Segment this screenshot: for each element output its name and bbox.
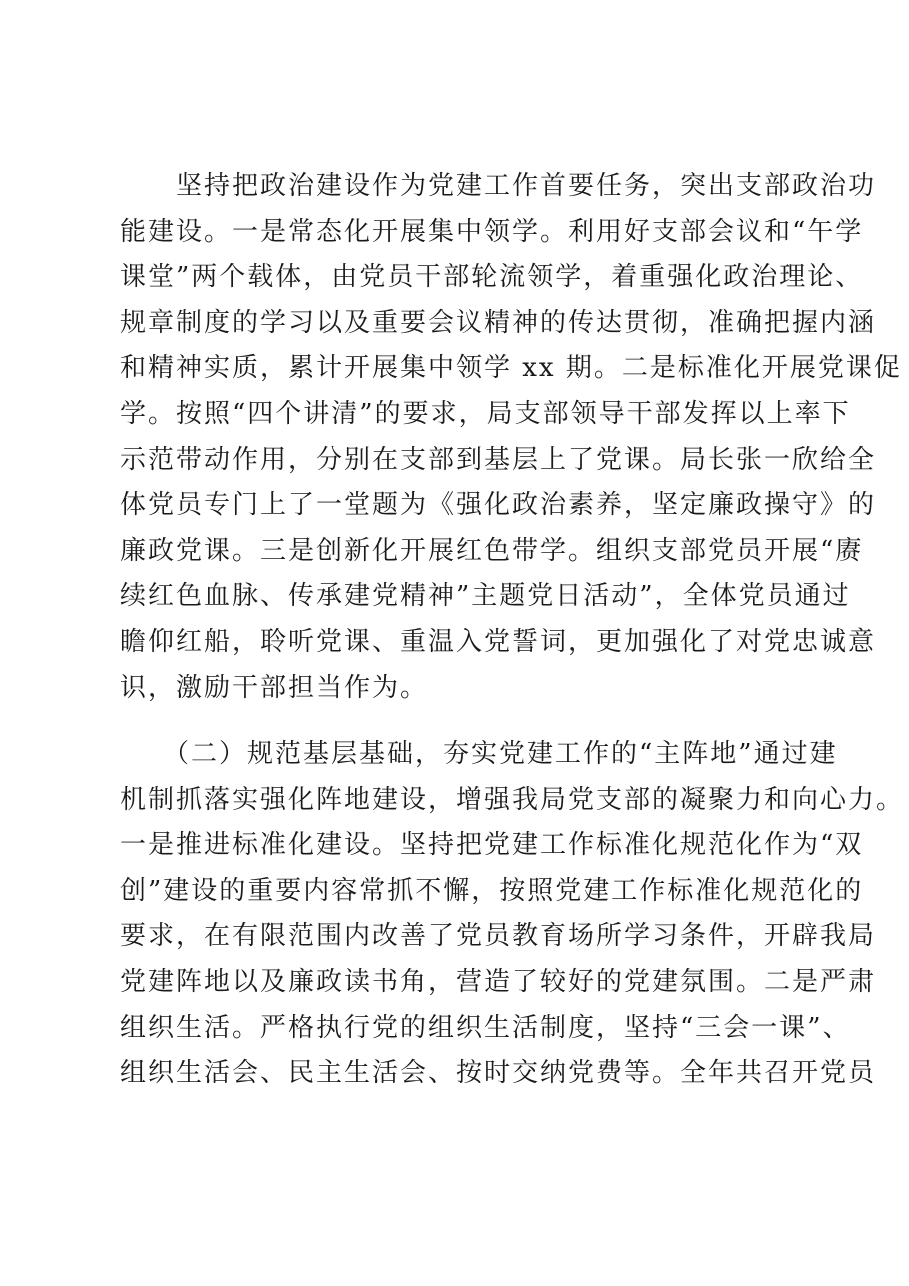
paragraph-political-building bbox=[120, 164, 902, 711]
text-line: 体党员专门上了一堂题为《强化政治素养，坚定廉政操守》的 bbox=[120, 490, 877, 521]
text-line: 识，激励干部担当作为。 bbox=[120, 672, 429, 703]
text-line: 瞻仰红船，聆听党课、重温入党誓词，更加强化了对党忠诚意 bbox=[120, 626, 877, 657]
text-line: 能建设。一是常态化开展集中领学。利用好支部会议和“午学 bbox=[120, 216, 864, 247]
text-line: 机制抓落实强化阵地建设，增强我局党支部的凝聚力和向心力。 bbox=[120, 784, 905, 815]
text-line: 组织生活。严格执行党的组织生活制度，坚持“三会一课”、 bbox=[120, 1012, 851, 1043]
text-line: 示范带动作用，分别在支部到基层上了党课。局长张一欣给全 bbox=[120, 444, 877, 475]
text-line: 要求，在有限范围内改善了党员教育场所学习条件，开辟我局 bbox=[120, 921, 877, 952]
text-line: 续红色血脉、传承建党精神”主题党日活动”，全体党员通过 bbox=[120, 581, 851, 612]
text-line: 和精神实质，累计开展集中领学 xx 期。二是标准化开展党课促 bbox=[120, 353, 902, 384]
text-line: 规章制度的学习以及重要会议精神的传达贯彻，准确把握内涵 bbox=[120, 307, 877, 338]
text-line: 廉政党课。三是创新化开展红色带学。组织支部党员开展“赓 bbox=[120, 535, 864, 566]
text-line: 坚持把政治建设作为党建工作首要任务，突出支部政治功 bbox=[120, 171, 877, 201]
text-line: 课堂”两个载体，由党员干部轮流领学，着重强化政治理论、 bbox=[120, 262, 864, 293]
text-line: 学。按照“四个讲清”的要求，局支部领导干部发挥以上率下 bbox=[120, 398, 851, 429]
text-line: 创”建设的重要内容常抓不懈，按照党建工作标准化规范化的 bbox=[120, 875, 864, 906]
text-line: 党建阵地以及廉政读书角，营造了较好的党建氛围。二是严肃 bbox=[120, 966, 877, 997]
text-line: 组织生活会、民主生活会、按时交纳党费等。全年共召开党员 bbox=[120, 1058, 877, 1089]
paragraph-grassroots-foundation bbox=[120, 732, 905, 1097]
text-line: 一是推进标准化建设。坚持把党建工作标准化规范化作为“双 bbox=[120, 830, 864, 861]
text-line: （二）规范基层基础，夯实党建工作的“主阵地”通过建 bbox=[120, 739, 838, 769]
